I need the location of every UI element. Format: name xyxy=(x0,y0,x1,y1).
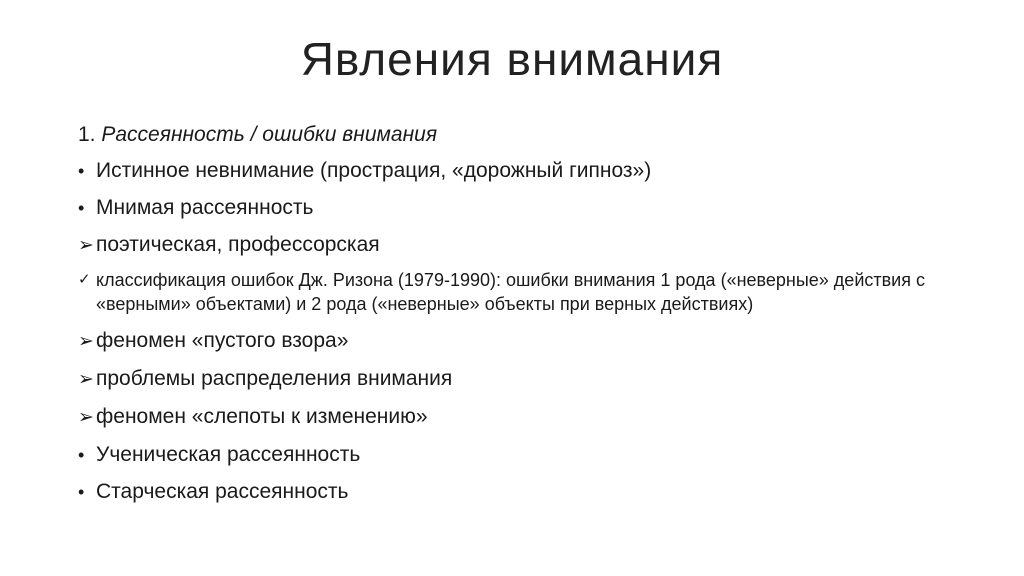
numbered-heading xyxy=(78,122,978,148)
list-item-text: поэтическая, профессорская xyxy=(96,233,380,256)
item-number: 1. xyxy=(78,123,96,146)
arrow-bullet-icon: ➢ xyxy=(78,235,94,256)
list-item-text: Мнимая рассеянность xyxy=(96,196,314,219)
list-item xyxy=(78,328,978,355)
item-heading-text: Рассеянность / ошибки внимания xyxy=(101,123,438,146)
list-item-text: феномен «слепоты к изменению» xyxy=(96,405,428,428)
list-item xyxy=(78,158,978,184)
list-item-text: классификация ошибок Дж. Ризона (1979-1990): ошибки внимания 1 рода («неверные» действия с «верными» объектами) и 2 рода («неверные» объекты при верных действиях) xyxy=(96,270,925,314)
list-item xyxy=(78,479,978,505)
arrow-bullet-icon: ➢ xyxy=(78,407,94,428)
bullet-icon: • xyxy=(78,445,85,465)
bullet-icon: • xyxy=(78,198,85,218)
list-item-text: Истинное невнимание (прострация, «дорожный гипноз») xyxy=(96,159,652,182)
list-item-text: Старческая рассеянность xyxy=(96,480,349,503)
list-item-text: проблемы распределения внимания xyxy=(96,367,453,390)
slide-content xyxy=(78,120,978,505)
list-item xyxy=(78,195,978,221)
list-item xyxy=(78,232,978,259)
bullet-icon: • xyxy=(78,482,85,502)
checkmark-bullet-icon: ✓ xyxy=(78,271,91,288)
list-item-text: феномен «пустого взора» xyxy=(96,329,349,352)
arrow-bullet-icon: ➢ xyxy=(78,331,94,352)
list-item xyxy=(78,442,978,468)
arrow-bullet-icon: ➢ xyxy=(78,369,94,390)
list-item xyxy=(78,268,978,316)
list-item xyxy=(78,404,978,431)
slide-title: Явления внимания xyxy=(300,33,724,85)
list-item-text: Ученическая рассеянность xyxy=(96,443,361,466)
list-item xyxy=(78,366,978,393)
bullet-icon: • xyxy=(78,161,85,181)
